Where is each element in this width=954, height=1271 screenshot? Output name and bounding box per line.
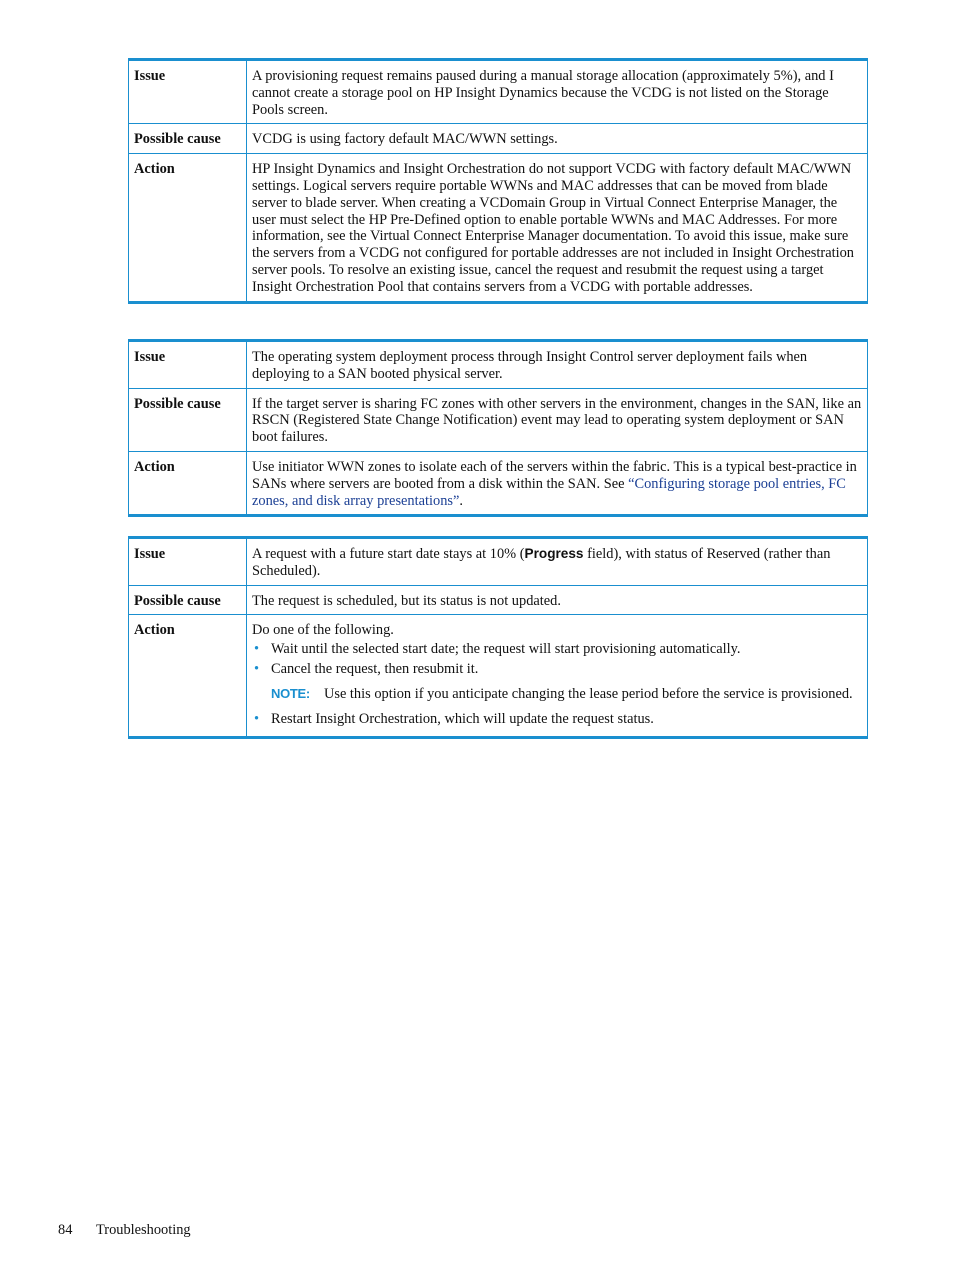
row-label: Possible cause [129,388,247,451]
table-row [129,451,868,515]
row-label: Issue [129,341,247,389]
action-text-end: . [459,492,464,509]
table-row [129,388,868,451]
list-item [252,711,862,728]
row-text [247,615,868,738]
row-text [247,538,868,586]
table-row [129,124,868,154]
row-label: Action [129,451,247,515]
action-intro: Do one of the following. [252,622,394,639]
issue-table-2 [128,339,868,517]
list-item-text: Restart Insight Orchestration, which will update the request status. [271,710,654,727]
row-text: The operating system deployment process through Insight Control server deployment fails when deploying to a SAN booted physical server. [247,341,868,389]
action-bullet-list-2 [252,711,862,728]
progress-field-name: Progress [524,546,584,561]
issue-text: A request with a future start date stays at 10% ( [252,546,525,562]
row-label: Possible cause [129,585,247,615]
row-text: If the target server is sharing FC zones with other servers in the environment, changes in the SAN, like an RSCN (Registered State Change Notification) event may lead to operating system deployment or SAN boot failures. [247,388,868,451]
table-row [129,60,868,124]
row-label: Issue [129,538,247,586]
row-text [247,451,868,515]
table-row [129,615,868,738]
bullet-icon: • [254,661,260,678]
row-label: Action [129,154,247,302]
row-label: Action [129,615,247,738]
page-footer [58,1222,191,1239]
row-label: Possible cause [129,124,247,154]
issue-text-end: field), with status of Reserved (rather than Scheduled). [252,546,831,579]
note-box [271,686,862,703]
list-item [252,661,862,678]
section-title: Troubleshooting [96,1222,191,1238]
table-row [129,538,868,586]
table-row [129,154,868,302]
note-label: NOTE: [271,686,310,702]
list-item-text: Wait until the selected start date; the request will start provisioning automatically. [271,641,741,658]
note-text: Use this option if you anticipate changing the lease period before the service is provisioned. [323,686,853,703]
row-text: A provisioning request remains paused during a manual storage allocation (approximately 5%), and I cannot create a storage pool on HP Insight Dynamics because the VCDG is not listed on the Storage Pools screen. [247,60,868,124]
table-row [129,341,868,389]
action-text: Use initiator WWN zones to isolate each of the servers within the fabric. This is a typical best-practice in SANs where servers are booted from a disk within the SAN. See [252,458,857,492]
bullet-icon: • [254,641,260,658]
row-text: The request is scheduled, but its status is not updated. [247,585,868,615]
list-item-text: Cancel the request, then resubmit it. [271,661,479,678]
bullet-icon: • [254,710,260,727]
page-number: 84 [58,1222,73,1238]
issue-table-3 [128,536,868,739]
list-item [252,641,862,658]
row-text: HP Insight Dynamics and Insight Orchestration do not support VCDG with factory default MAC/WWN settings. Logical servers require portable WWNs and MAC addresses that can be moved from blade server to blade server. When creating a VCDomain Group in Virtual Connect Enterprise Manager, the user must select the HP Pre-Defined option to enable portable WWNs and MAC Addresses. For more information, see the Virtual Connect Enterprise Manager documentation. To avoid this issue, make sure the servers from a VCDG not configured for portable addresses are not included in Insight Orchestration server pools. To resolve an existing issue, cancel the request and resubmit the request using a target Insight Orchestration Pool that contains servers from a VCDG with portable addresses. [247,154,868,302]
table-row [129,585,868,615]
action-bullet-list [252,641,862,678]
issue-table-1 [128,58,868,304]
row-label: Issue [129,60,247,124]
row-text: VCDG is using factory default MAC/WWN settings. [247,124,868,154]
configuring-storage-link[interactable]: “Configuring storage pool entries, FC zones, and disk array presentations” [252,475,846,509]
